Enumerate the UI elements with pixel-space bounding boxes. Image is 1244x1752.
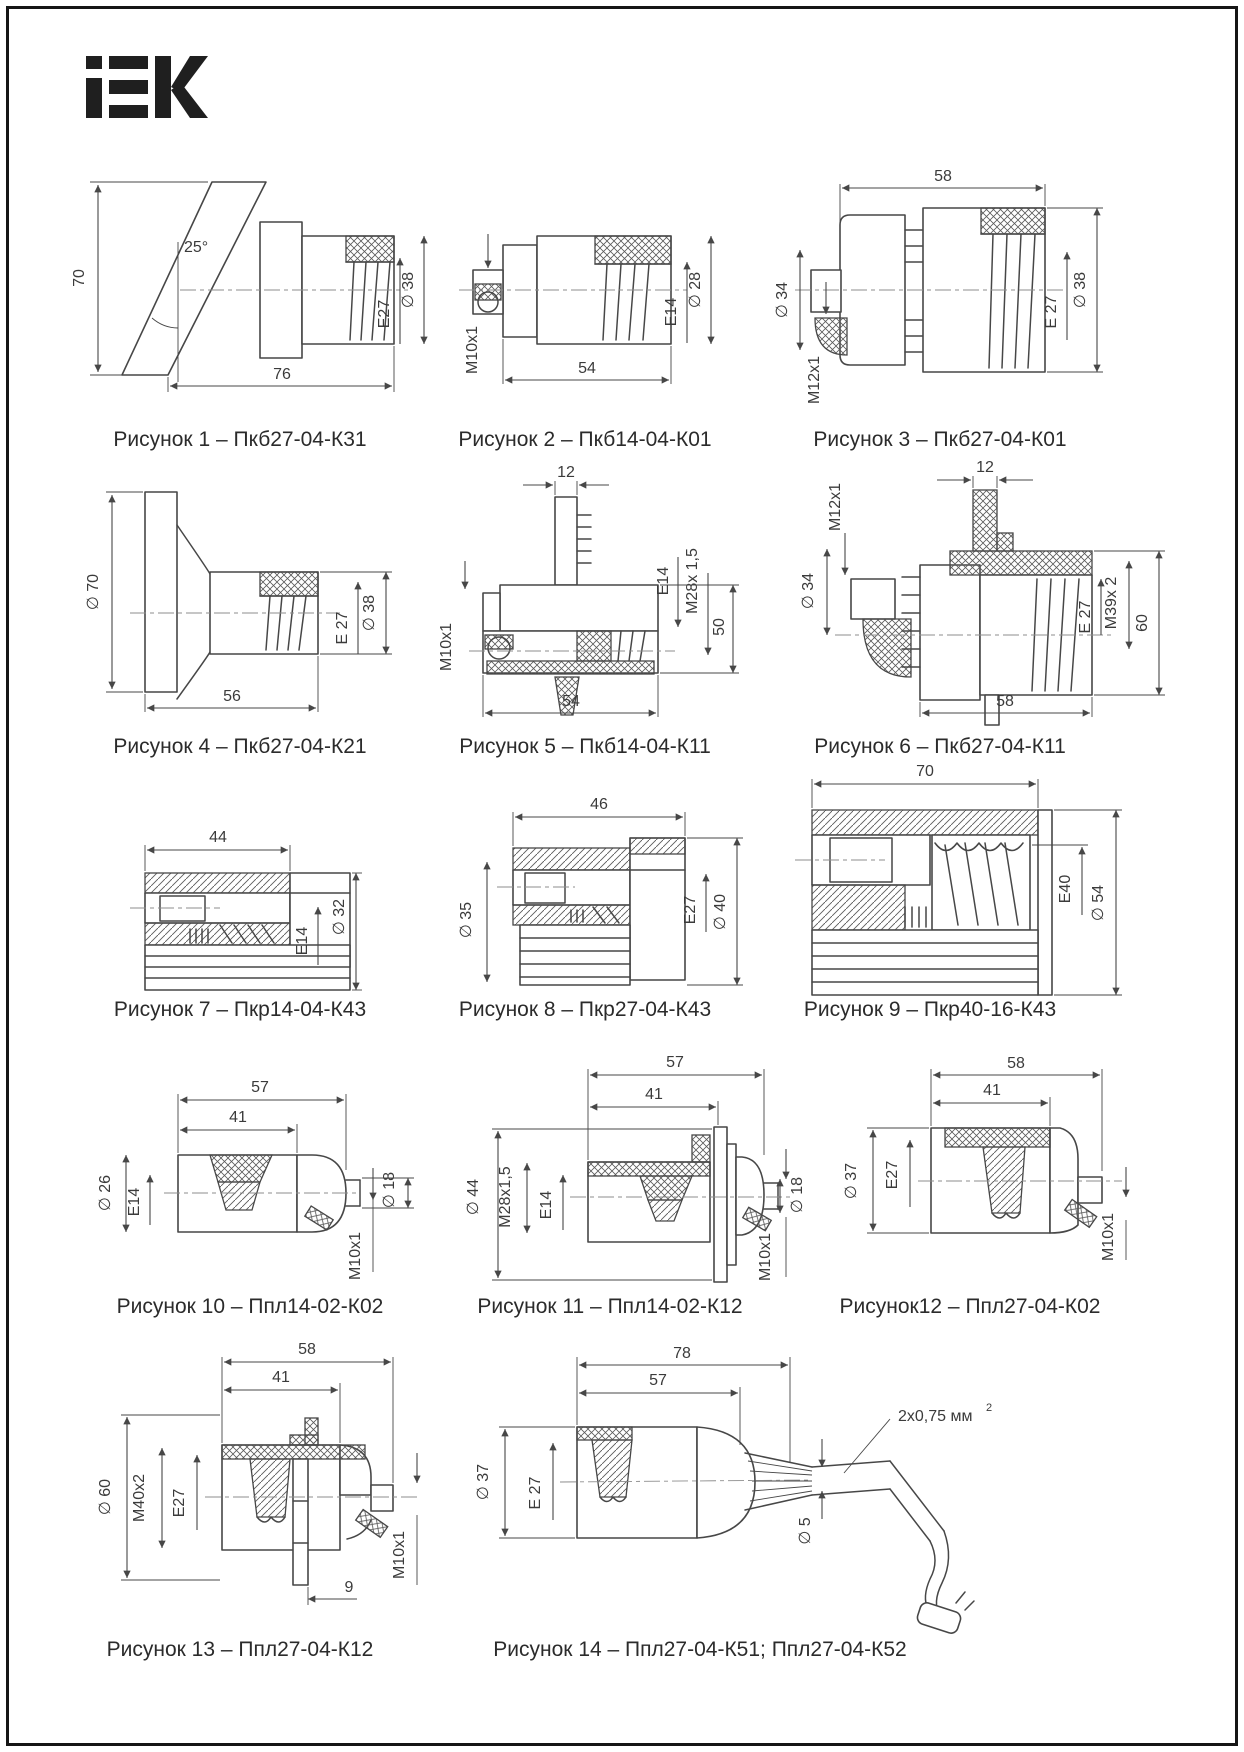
dim-label: M40x2: [131, 1473, 148, 1523]
figure-2-drawing: [425, 150, 745, 400]
dim-label: 41: [983, 1082, 1001, 1099]
figure-4-caption: Рисунок 4 – Пкб27-04-К21: [113, 735, 367, 758]
figure-4-drawing: [60, 470, 420, 720]
fig12-geometry: [918, 1128, 1122, 1233]
dim-label: ∅ 44: [465, 1178, 482, 1216]
dim-label: ∅ 38: [361, 594, 378, 632]
dim-label: 25°: [184, 239, 209, 256]
dim-label: 57: [666, 1054, 684, 1071]
iek-logo: [86, 56, 208, 118]
dim-label: M28x1,5: [497, 1166, 514, 1228]
cable-spec-label: 2x0,75 мм: [898, 1408, 973, 1425]
figure-3-caption: Рисунок 3 – Пкб27-04-К01: [813, 428, 1067, 451]
fig9-geometry: [795, 810, 1052, 995]
dim-label: 60: [1134, 614, 1151, 632]
dim-label: M10x1: [1100, 1212, 1117, 1262]
fig13-geometry: [205, 1418, 417, 1585]
dim-label: M10x1: [391, 1530, 408, 1580]
figure-14-caption: Рисунок 14 – Ппл27-04-К51; Ппл27-04-К52: [493, 1638, 907, 1661]
figure-12-caption: Рисунок12 – Ппл27-04-К02: [839, 1295, 1101, 1318]
figure-2-caption: Рисунок 2 – Пкб14-04-К01: [458, 428, 712, 451]
dim-label: M10x1: [438, 622, 455, 672]
figure-13-caption: Рисунок 13 – Ппл27-04-К12: [106, 1638, 374, 1661]
dim-label: E27: [171, 1488, 188, 1518]
figure-11-caption: Рисунок 11 – Ппл14-02-К12: [477, 1295, 743, 1318]
dim-label: ∅ 18: [381, 1171, 398, 1209]
dim-label: 70: [916, 763, 934, 780]
dim-label: M10x1: [757, 1232, 774, 1282]
dim-label: M12x1: [827, 482, 844, 532]
figure-8-caption: Рисунок 8 – Пкр27-04-К43: [458, 998, 712, 1021]
dim-label: E 27: [527, 1476, 544, 1510]
dim-label: 46: [590, 796, 608, 813]
dim-label: 41: [272, 1369, 290, 1386]
dim-label: 50: [711, 618, 728, 636]
figure-3-drawing: [745, 150, 1135, 410]
figure-6-drawing: [745, 445, 1180, 730]
dim-label: 56: [223, 688, 241, 705]
fig6-geometry: [835, 490, 1115, 725]
dim-label: 70: [71, 269, 88, 287]
dim-label: ∅ 34: [774, 281, 791, 319]
iek-logo-letters: [86, 56, 208, 118]
dim-label: 12: [557, 464, 575, 481]
dim-label: E27: [376, 299, 393, 329]
dim-label: 78: [673, 1345, 691, 1362]
iek-logo-mark: [86, 56, 208, 118]
dim-label: 58: [934, 168, 952, 185]
figure-14-drawing: [420, 1345, 1140, 1645]
figure-9-drawing: [720, 755, 1145, 1005]
dim-label: E14: [663, 297, 680, 327]
cable-spec-superscript: 2: [986, 1402, 993, 1414]
figure-5-drawing: [425, 455, 745, 730]
dim-label: ∅ 18: [789, 1176, 806, 1214]
figure-12-drawing: [770, 1055, 1170, 1285]
fig7-geometry: [130, 873, 350, 990]
dim-label: E14: [294, 926, 311, 956]
dim-label: M10x1: [464, 325, 481, 375]
fig8-geometry: [497, 838, 685, 985]
dim-label: M12x1: [806, 355, 823, 405]
dim-label: ∅ 60: [97, 1478, 114, 1516]
dim-label: E40: [1057, 874, 1074, 904]
figure-8-drawing: [425, 770, 755, 1005]
dim-label: 54: [578, 360, 596, 377]
fig10-geometry: [164, 1155, 360, 1232]
fig1-geometry: [122, 182, 408, 382]
dim-label: 58: [1007, 1055, 1025, 1072]
figure-13-drawing: [65, 1335, 465, 1640]
dim-label: M39x 2: [1103, 576, 1120, 630]
dim-label: 9: [344, 1579, 354, 1596]
dim-label: 57: [251, 1079, 269, 1096]
dim-label: E 27: [334, 611, 351, 645]
dim-label: ∅ 34: [800, 572, 817, 610]
dim-label: E14: [126, 1187, 143, 1217]
dim-label: E14: [538, 1190, 555, 1220]
figure-1-caption: Рисунок 1 – Пкб27-04-К31: [113, 428, 367, 451]
dim-label: ∅ 5: [797, 1517, 814, 1545]
dim-label: ∅ 28: [687, 271, 704, 309]
dim-label: 54: [562, 693, 580, 710]
dim-label: 41: [645, 1086, 663, 1103]
figure-6-caption: Рисунок 6 – Пкб27-04-К11: [814, 735, 1066, 758]
figure-10-drawing: [60, 1060, 440, 1295]
dim-label: ∅ 26: [97, 1174, 114, 1212]
dim-label: 44: [209, 829, 227, 846]
figure-1-drawing: [60, 150, 432, 400]
figure-7-drawing: [60, 795, 425, 1000]
dim-label: ∅ 35: [458, 901, 475, 939]
fig5-geometry: [469, 497, 675, 715]
dim-label: 58: [298, 1341, 316, 1358]
fig4-geometry: [130, 492, 340, 699]
dim-label: ∅ 40: [712, 893, 729, 931]
fig14-geometry: [560, 1427, 974, 1635]
dim-label: ∅ 54: [1090, 884, 1107, 922]
figure-9-caption: Рисунок 9 – Пкр40-16-К43: [803, 998, 1057, 1021]
dim-label: E 27: [1077, 600, 1094, 634]
dim-label: 57: [649, 1372, 667, 1389]
dim-label: 58: [996, 693, 1014, 710]
dim-label: E27: [884, 1160, 901, 1190]
dim-label: M10x1: [347, 1231, 364, 1281]
figure-5-caption: Рисунок 5 – Пкб14-04-К11: [459, 735, 711, 758]
dim-label: 41: [229, 1109, 247, 1126]
dim-label: ∅ 37: [475, 1463, 492, 1501]
dim-label: E14: [655, 566, 672, 596]
dim-label: E 27: [1043, 295, 1060, 329]
dim-label: ∅ 70: [85, 573, 102, 611]
dim-label: ∅ 32: [331, 898, 348, 936]
figure-10-caption: Рисунок 10 – Ппл14-02-К02: [116, 1295, 384, 1318]
dim-label: 76: [273, 366, 291, 383]
dim-label: M28x 1,5: [684, 548, 701, 614]
fig3-geometry: [795, 208, 1065, 372]
dim-label: ∅ 37: [843, 1162, 860, 1200]
dim-label: E27: [682, 895, 699, 925]
dim-label: ∅ 38: [1072, 271, 1089, 309]
dim-label: 12: [976, 459, 994, 476]
fig2-geometry: [459, 236, 687, 344]
dim-label: ∅ 38: [400, 271, 417, 309]
figure-7-caption: Рисунок 7 – Пкр14-04-К43: [113, 998, 367, 1021]
